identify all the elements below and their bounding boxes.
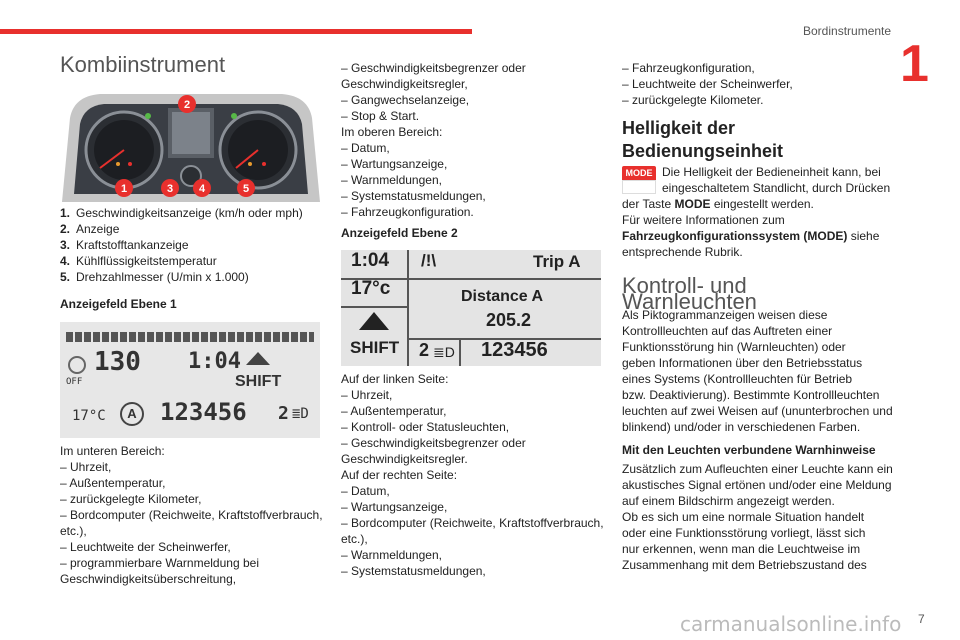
headlamp-level-icon: ≣D [292,406,309,422]
warning-icon: /!\ [421,251,437,270]
callout-2: 2 [183,99,191,111]
temperature-value: 17°C [72,408,106,424]
headlamp-level-icon: ≣D [433,344,455,360]
trip-label: Trip A [533,252,581,271]
header-accent-bar [0,29,472,34]
mode-button-icon: MODE [622,166,656,192]
segment-bar [66,332,314,342]
speed-value: 130 [94,347,141,377]
shift-label: SHIFT [235,373,282,390]
brightness-text: der Taste MODE eingestellt werden. Für weitere Informationen zum Fahrzeugkonfigurationssystem (MODE) siehe entsprechende Rubrik. [622,197,880,259]
legend-item: 1. Geschwindigkeitsanzeige (km/h oder mph) [60,206,303,220]
heading-level-2: Anzeigefeld Ebene 2 [341,226,458,240]
time-value: 1:04 [188,349,241,374]
warning-text: Als Piktogrammanzeigen weisen diese Kontrollleuchten auf das Auftreten einer Funktionsstörung hin (Warnleuchten) oder geben Informationen über den Betriebsstatus eines Systems (Kontrollleuchten für Betrieb bzw. Deaktivierung). Bestimmte Kontrollleuchten leuchten auf zwei Weisen auf (ununterbrochen und blinkend) und/oder in verschiedenen Farben. [622,308,893,434]
section-title: Bordinstrumente [803,24,892,38]
page-number: 7 [918,612,925,626]
shift-arrow-icon [246,352,270,365]
cluster-legend [60,205,303,285]
callout-4: 4 [198,183,206,195]
legend-item: 5. Drehzahlmesser (U/min x 1.000) [60,270,249,284]
service-icon: A [120,402,144,426]
temperature-value: 17°c [351,278,391,299]
heading-level-1: Anzeigefeld Ebene 1 [60,297,177,311]
col2-bottom-text: Auf der linken Seite: – Uhrzeit, – Außentemperatur, – Kontroll- oder Statusleuchten, – Geschwindigkeitsbegrenzer oder Geschwindigkeitsregler. Auf der rechten Seite: – Datum, – Wartungsanzeige, – Bordcomputer (Reichweite, Kraftstoffverbrauch, etc.), – Warnmeldungen, – Systemstatusmeldungen, [341,372,604,578]
legend-item: 2. Anzeige [60,222,120,236]
display-level-1 [60,322,320,438]
legend-item: 3. Kraftstofftankanzeige [60,238,189,252]
gear-value: 2 [278,403,289,424]
shift-arrow-icon [359,312,389,330]
col3-top-text: – Fahrzeugkonfiguration, – Leuchtweite der Scheinwerfer, – zurückgelegte Kilometer. [622,61,793,107]
watermark: carmanualsonline.info [680,612,902,636]
speed-label: OFF [66,377,83,387]
title-warning-lights: Kontroll- und Warnleuchten [622,273,757,314]
title-kombiinstrument: Kombiinstrument [60,52,226,77]
instrument-cluster-illustration [60,90,322,202]
chapter-number: 1 [900,35,929,93]
col2-top-text: – Geschwindigkeitsbegrenzer oder Geschwindigkeitsregler, – Gangwechselanzeige, – Stop & Start. Im oberen Bereich: – Datum, – Wartungsanzeige, – Warnmeldungen, – Systemstatusmeldungen, – Fahrzeugkonfiguration. [341,61,526,219]
heading-linked-warnings: Mit den Leuchten verbundene Warnhinweise [622,443,876,457]
distance-value: 205.2 [486,310,532,330]
time-value: 1:04 [351,250,390,271]
brightness-text-indented: Die Helligkeit der Bedieneinheit kann, bei eingeschaltetem Standlicht, durch Drücken [662,165,891,195]
display-level-2 [341,250,601,366]
callout-1: 1 [120,183,128,195]
shift-label: SHIFT [350,338,400,357]
speed-limiter-icon [68,356,86,374]
lower-area-text: Im unteren Bereich: – Uhrzeit, – Außentemperatur, – zurückgelegte Kilometer, – Bordcomputer (Reichweite, Kraftstoffverbrauch, etc.), – Leuchtweite der Scheinwerfer, – programmierbare Warnmeldung bei Geschwindigkeitsüberschreitung, [60,444,323,586]
odometer-value: 123456 [481,339,548,361]
distance-label: Distance A [461,288,544,305]
odometer-value: 123456 [160,398,247,426]
heading-brightness: Helligkeit der Bedienungseinheit [622,118,784,161]
callout-3: 3 [166,183,174,195]
gear-value: 2 [419,340,430,360]
legend-item: 4. Kühlflüssigkeitstemperatur [60,254,217,268]
linked-warnings-text: Zusätzlich zum Aufleuchten einer Leuchte kann ein akustisches Signal ertönen und/oder eine Meldung auf einem Bildschirm angezeigt werden. Ob es sich um eine normale Situation handelt oder eine Funktionsstörung vorliegt, lässt sich nur erkennen, wenn man die Leuchtweise im Zusammenhang mit dem Betriebszustand des [622,462,893,572]
callout-5: 5 [242,183,250,195]
